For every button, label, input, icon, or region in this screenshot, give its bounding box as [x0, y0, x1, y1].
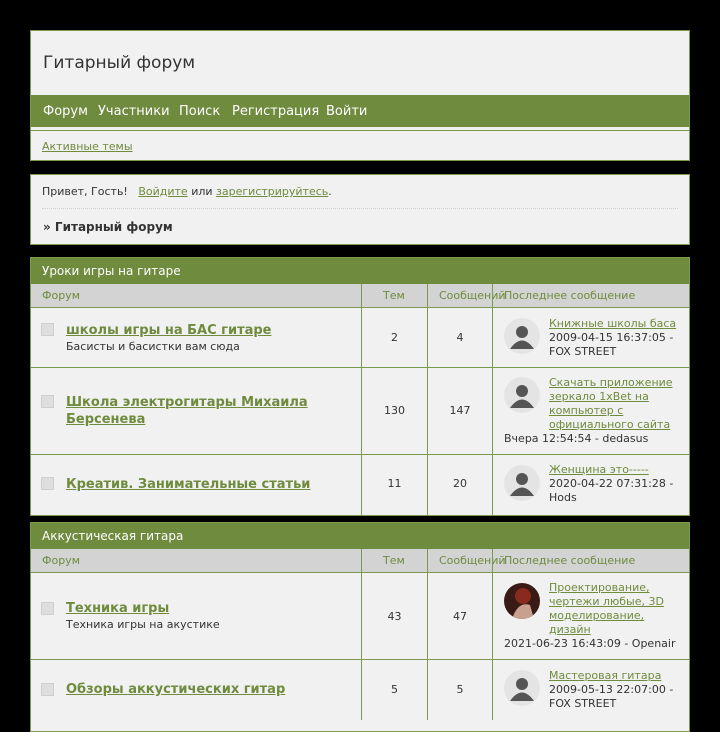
forum-description: Басисты и басистки вам сюда [66, 340, 240, 353]
table-row [31, 308, 689, 368]
forum-status-icon [41, 395, 54, 408]
forum-title-link[interactable]: школы игры на БАС гитаре [66, 323, 272, 338]
forum-title-link[interactable]: Обзоры аккустических гитар [66, 682, 286, 697]
table-row [31, 573, 689, 660]
last-post-author[interactable]: Hods [549, 491, 577, 504]
nav-members[interactable]: Участники [98, 104, 170, 119]
posts-count: 5 [456, 683, 464, 696]
breadcrumb: » Гитарный форум [43, 220, 173, 234]
login-link[interactable]: Войдите [138, 185, 188, 198]
last-post-link[interactable]: Скачать приложение зеркало 1xBet на компьютер с официального сайта [549, 376, 673, 431]
col-posts: Сообщений [439, 554, 506, 567]
divider [42, 208, 678, 209]
user-avatar-icon [504, 583, 540, 619]
forum-description: Техника игры на акустике [66, 618, 220, 631]
col-posts: Сообщений [439, 289, 506, 302]
user-avatar-icon [504, 318, 540, 354]
forum-title-link[interactable]: Школа электрогитары Михаила Берсенева [66, 395, 308, 427]
nav-register[interactable]: Регистрация [232, 104, 320, 119]
col-last-post: Последнее сообщение [504, 554, 636, 567]
last-post-date: 2021-06-23 16:43:09 - Openair [504, 637, 676, 650]
category-acoustic [30, 522, 690, 732]
greeting-text: Привет, Гость! [42, 185, 128, 198]
last-post-link[interactable]: Проектирование, чертежи любые, 3D моделирование, дизайн [549, 581, 664, 636]
or-text: или [191, 185, 213, 198]
forum-status-icon [41, 602, 54, 615]
forum-status-icon [41, 477, 54, 490]
last-post-link[interactable]: Книжные школы баса [549, 317, 677, 330]
col-last-post: Последнее сообщение [504, 289, 636, 302]
dot-text: . [328, 185, 332, 198]
topics-count: 2 [391, 331, 398, 344]
last-post-date: Вчера 12:54:54 - dedasus [504, 432, 649, 445]
register-link[interactable]: зарегистрируйтесь [216, 185, 329, 198]
col-topics: Тем [383, 289, 405, 302]
topics-count: 43 [387, 610, 402, 623]
table-header [31, 549, 689, 573]
last-post-date: 2009-05-13 22:07:00 - [549, 683, 674, 696]
forum-status-icon [41, 323, 54, 336]
category-lessons [30, 257, 690, 516]
nav-search[interactable]: Поиск [179, 104, 221, 119]
site-title: Гитарный форум [43, 53, 196, 73]
topics-count: 130 [384, 404, 405, 417]
table-row [31, 455, 689, 515]
user-avatar-icon [504, 670, 540, 706]
col-forum: Форум [42, 554, 80, 567]
last-post-link[interactable]: Женщина это----- [549, 463, 649, 476]
category-title: Уроки игры на гитаре [31, 258, 689, 284]
last-post-author[interactable]: FOX STREET [549, 345, 617, 358]
col-forum: Форум [42, 289, 80, 302]
posts-count: 4 [456, 331, 464, 344]
table-row [31, 368, 689, 455]
sub-navigation [31, 130, 689, 161]
col-topics: Тем [383, 554, 405, 567]
user-avatar-icon [504, 465, 540, 501]
last-post-link[interactable]: Мастеровая гитара [549, 669, 662, 682]
nav-login[interactable]: Войти [326, 104, 368, 119]
category-title: Аккустическая гитара [31, 523, 689, 549]
welcome-panel [30, 174, 690, 245]
nav-forum[interactable]: Форум [43, 104, 88, 119]
user-avatar-icon [504, 377, 540, 413]
last-post-date: 2020-04-22 07:31:28 - [549, 477, 674, 490]
forum-status-icon [41, 683, 54, 696]
last-post-date: 2009-04-15 16:37:05 - [549, 331, 674, 344]
forum-title-link[interactable]: Креатив. Занимательные статьи [66, 477, 311, 492]
posts-count: 47 [453, 610, 467, 623]
last-post-author[interactable]: FOX STREET [549, 697, 617, 710]
topics-count: 11 [387, 477, 402, 490]
main-navigation [31, 95, 689, 127]
site-header [30, 30, 690, 161]
table-row [31, 660, 689, 720]
active-topics-link[interactable]: Активные темы [42, 140, 133, 153]
welcome-line [42, 185, 332, 198]
topics-count: 5 [391, 683, 398, 696]
posts-count: 20 [453, 477, 467, 490]
posts-count: 147 [449, 404, 471, 417]
table-header [31, 284, 689, 308]
forum-title-link[interactable]: Техника игры [66, 601, 170, 616]
